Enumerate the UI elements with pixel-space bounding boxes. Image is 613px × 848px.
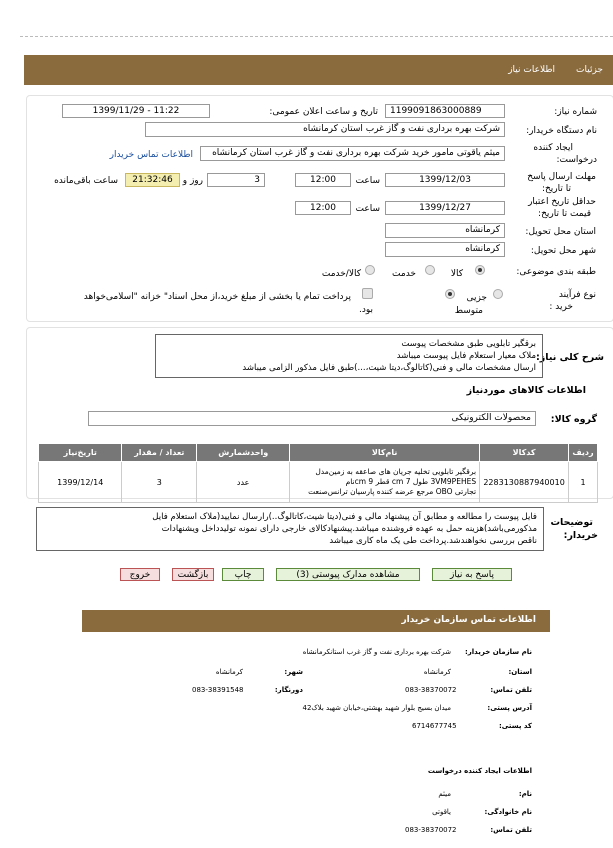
col-header-qty: تعداد / مقدار <box>122 444 197 462</box>
cell-code: 2283130887940010 <box>480 462 569 503</box>
process-label-1: نوع فرآیند <box>558 290 596 300</box>
table-header-row <box>39 444 598 462</box>
process-minor-radio[interactable] <box>493 289 503 299</box>
description-line-2: ملاک معیار استعلام فایل پیوست میباشد <box>396 351 536 361</box>
reply-date-field[interactable]: 1399/12/03 <box>385 173 505 187</box>
delivery-province-field[interactable]: کرمانشاه <box>385 223 505 238</box>
contact-fax-value: 083-38391548 <box>192 686 244 694</box>
page-header-bar <box>24 55 613 85</box>
creator-name-label: نام: <box>518 790 532 798</box>
announce-field[interactable]: 1399/11/29 - 11:22 <box>62 104 210 118</box>
table-row[interactable] <box>39 462 598 503</box>
reply-deadline-label-2: تا تاریخ: <box>541 184 571 194</box>
reply-deadline-label-1: مهلت ارسال پاسخ <box>527 172 596 182</box>
reply-time-field[interactable]: 12:00 <box>295 173 351 187</box>
creator-family-label: نام خانوادگی: <box>484 808 532 816</box>
contact-org-label: نام سازمان خریدار: <box>464 648 532 656</box>
creator-phone-label: تلفن تماس: <box>490 826 532 834</box>
contact-postal-value: 6714677745 <box>412 722 457 730</box>
buyer-org-field[interactable]: شرکت بهره برداری نفت و گاز غرب استان کرمانشاه <box>145 122 505 137</box>
remaining-label: ساعت باقی‌مانده <box>54 176 118 186</box>
cell-unit: عدد <box>197 462 290 503</box>
category-goods-service-radio[interactable] <box>365 265 375 275</box>
days-label: روز و <box>182 176 203 186</box>
tab-details[interactable]: جزئیات <box>576 65 603 75</box>
buyer-notes-label-1: توضیحات <box>550 517 593 528</box>
description-box <box>155 334 543 378</box>
contact-address-value: میدان بسیج بلوار شهید بهشتی،خیابان شهید بلاک42 <box>302 704 451 712</box>
contact-address-label: آدرس پستی: <box>487 704 532 712</box>
need-number-label: شماره نیاز: <box>554 107 597 117</box>
col-header-unit: واحدشمارش <box>197 444 290 462</box>
reply-button[interactable]: پاسخ به نیاز <box>432 568 512 581</box>
treasury-payment-checkbox[interactable] <box>362 288 373 299</box>
cell-name-line-1: برقگیر تابلویی تخلیه جریان های صاعقه به زمین‌مدل <box>315 467 477 476</box>
category-service-radio[interactable] <box>425 265 435 275</box>
contact-phone-value: 083-38370072 <box>405 686 457 694</box>
process-medium-label: متوسط <box>454 306 483 316</box>
view-attachments-button[interactable]: مشاهده مدارک پیوستی (3) <box>276 568 420 581</box>
contact-header-bar <box>82 610 550 632</box>
contact-fax-label: دورنگار: <box>274 686 303 694</box>
buyer-notes-label-2: خریدار: <box>563 530 598 541</box>
description-line-1: برقگیر تابلویی طبق مشخصات پیوست <box>401 339 536 349</box>
contact-province-value: کرمانشاه <box>423 668 451 676</box>
col-header-name: نام‌کالا <box>290 444 480 462</box>
cell-name <box>290 462 480 503</box>
col-header-date: تاریخ‌نیاز <box>39 444 122 462</box>
days-field[interactable]: 3 <box>207 173 265 187</box>
category-goods-service-label: کالا/خدمت <box>321 269 361 279</box>
delivery-province-label: استان محل تحویل: <box>525 227 596 237</box>
buyer-org-label: نام دستگاه خریدار: <box>526 126 597 136</box>
price-date-field[interactable]: 1399/12/27 <box>385 201 505 215</box>
contact-postal-label: کد پستی: <box>498 722 532 730</box>
col-header-row-num: ردیف <box>569 444 598 462</box>
contact-title: اطلاعات تماس سازمان خریدار <box>401 615 536 625</box>
announce-label: تاریخ و ساعت اعلان عمومی: <box>269 107 378 117</box>
payment-note-line-2: بود. <box>358 305 373 315</box>
price-time-field[interactable]: 12:00 <box>295 201 351 215</box>
reply-time-label: ساعت <box>355 176 380 186</box>
top-divider <box>20 36 613 37</box>
creator-field[interactable]: میثم یاقوتی مامور خرید شرکت بهره برداری نفت و گاز غرب استان کرمانشاه <box>200 146 505 161</box>
contact-province-label: استان: <box>508 668 532 676</box>
cell-name-line-3: تجارتی OBO مرجع عرضه کننده پارسیان ترانس‌صنعت <box>308 487 477 496</box>
contact-city-value: کرمانشاه <box>215 668 243 676</box>
process-medium-radio[interactable] <box>445 289 455 299</box>
creator-label-1: ایجاد کننده <box>533 143 573 153</box>
delivery-city-label: شهر محل تحویل: <box>530 246 596 256</box>
price-validity-label-2: قیمت تا تاریخ: <box>538 209 591 219</box>
remaining-time-badge: 21:32:46 <box>125 173 180 187</box>
category-goods-radio[interactable] <box>475 265 485 275</box>
need-number-field[interactable]: 1199091863000889 <box>385 104 505 118</box>
category-label: طبقه بندی موضوعی: <box>516 267 596 277</box>
creator-family-value: یاقوتی <box>432 808 451 816</box>
process-label-2: خرید : <box>549 302 573 312</box>
back-button[interactable]: بازگشت <box>172 568 214 581</box>
buyer-contact-link[interactable]: اطلاعات تماس خریدار <box>109 150 193 160</box>
creator-name-value: میثم <box>438 790 451 798</box>
delivery-city-field[interactable]: کرمانشاه <box>385 242 505 257</box>
buyer-notes-line-1: فایل پیوست را مطالعه و مطابق آن پیشنهاد مالی و فنی(دیتا شیت،کاتالوگ..)رارسال نمایید(ملاک استعلام فایل <box>152 512 537 522</box>
cell-date: 1399/12/14 <box>39 462 122 503</box>
goods-group-label: گروه کالا: <box>550 414 597 425</box>
creator-info-title: اطلاعات ایجاد کننده درخواست <box>427 767 532 775</box>
description-line-3: ارسال مشخصات مالی و فنی(کاتالوگ،دیتا شیت،...)طبق فایل مذکور الزامی میباشد <box>242 363 536 373</box>
creator-label-2: درخواست: <box>556 155 597 165</box>
buyer-notes-line-3: ناقص بررسی نخواهندشد.پرداخت طی یک ماه کاری میباشد <box>329 536 537 546</box>
contact-city-label: شهر: <box>284 668 303 676</box>
price-time-label: ساعت <box>355 204 380 214</box>
goods-table <box>38 443 598 503</box>
contact-phone-label: تلفن تماس: <box>490 686 532 694</box>
col-header-code: کدکالا <box>480 444 569 462</box>
price-validity-label-1: حداقل تاریخ اعتبار <box>528 197 596 207</box>
process-minor-label: جزیی <box>466 293 487 303</box>
cell-qty: 3 <box>122 462 197 503</box>
payment-note-line-1: پرداخت تمام یا بخشی از مبلغ خرید،از محل اسناد" خزانه "اسلامی‌خواهد <box>83 292 351 302</box>
buyer-notes-line-2: مذکورمی‌باشد)هزینه حمل به عهده فروشنده میباشد.پیشنهادکالای خارجی دارای نمونه تولیدداخل ویشنهادات <box>161 524 537 534</box>
exit-button[interactable]: خروج <box>120 568 160 581</box>
creator-phone-value: 083-38370072 <box>405 826 457 834</box>
print-button[interactable]: چاپ <box>222 568 264 581</box>
goods-info-title: اطلاعات کالاهای موردنیاز <box>466 385 586 396</box>
category-service-label: خدمت <box>392 269 416 279</box>
cell-row-num: 1 <box>569 462 598 503</box>
buyer-notes-box <box>36 507 544 551</box>
description-label: شرح کلی نیاز: <box>535 352 604 363</box>
contact-org-value: شرکت بهره برداری نفت و گاز غرب استانکرمانشاه <box>302 648 451 656</box>
tab-need-info[interactable]: اطلاعات نیاز <box>508 65 555 75</box>
cell-name-line-2: 3VM9PEHES طول 7 cm قطر 9 cmنام <box>345 477 477 486</box>
category-goods-label: کالا <box>450 269 463 279</box>
goods-group-field[interactable]: محصولات الکترونیکی <box>88 411 536 426</box>
